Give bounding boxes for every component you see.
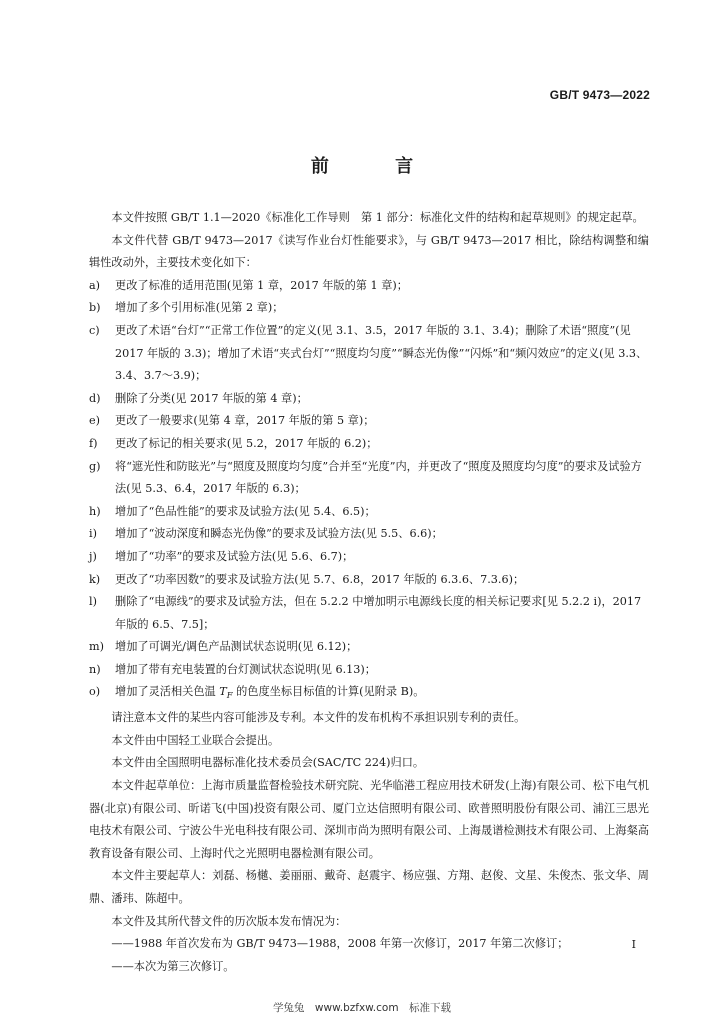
list-marker: e) (89, 414, 100, 428)
list-item-text: 删除了分类(见 2017 年版的第 4 章)； (115, 391, 308, 405)
list-item-text: 更改了标记的相关要求(见 5.2，2017 年版的 6.2)； (115, 436, 378, 450)
list-item-text: 增加了多个引用标准(见第 2 章)； (115, 301, 284, 315)
list-marker: l) (89, 595, 97, 609)
list-item (89, 569, 649, 592)
proposer-paragraph: 本文件由中国轻工业联合会提出。 (111, 733, 280, 747)
list-item-text: 增加了“功率”的要求及试验方法(见 5.6、6.7)； (115, 549, 354, 563)
drafting-units-paragraph: 本文件起草单位：上海市质量监督检验技术研究院、光华临港工程应用技术研发(上海)有限公司、松下电气机器(北京)有限公司、昕诺飞(中国)投资有限公司、厦门立达信照明有限公司、欧普照明股份有限公司、浦江三思光电技术有限公司、宁波公牛光电科技有限公司、深圳市尚为照明有限公司、上海晟谱检测技术有限公司、上海粲高教育设备有限公司、上海时代之光照明电器检测有限公司。 (89, 779, 649, 860)
list-item (89, 275, 649, 298)
history-intro: 本文件及其所代替文件的历次版本发布情况为： (111, 914, 347, 928)
page-title: 前 言 (310, 156, 444, 177)
history-item: ——1988 年首次发布为 GB/T 9473—1988，2008 年第一次修订，2017 年第二次修订； (111, 937, 569, 951)
list-item (89, 659, 649, 682)
list-item (89, 456, 649, 501)
intro-paragraph: 本文件代替 GB/T 9473—2017《读写作业台灯性能要求》，与 GB/T 9473—2017 相比，除结构调整和编辑性改动外，主要技术变化如下： (89, 233, 649, 270)
list-item (89, 681, 649, 707)
list-item (89, 297, 649, 320)
list-item (89, 546, 649, 569)
committee-paragraph: 本文件由全国照明电器标准化技术委员会(SAC/TC 224)归口。 (111, 756, 425, 770)
list-item-text: 更改了术语“台灯”“正常工作位置”的定义(见 3.1、3.5，2017 年版的 3.1、3.4)；删除了术语“照度”(见 2017 年版的 3.3)；增加了术语“夹式台灯”“照度均匀度”“瞬态光伪像”“闪烁”和“频闪效应”的定义(见 3.3、3.4、3.7～3.9)； (115, 323, 648, 383)
list-marker: m) (89, 640, 104, 654)
list-item-text: 更改了“功率因数”的要求及试验方法(见 5.7、6.8，2017 年版的 6.3.6、7.3.6)； (115, 572, 525, 586)
list-marker: c) (89, 323, 100, 337)
list-marker: k) (89, 572, 101, 586)
list-marker: h) (89, 504, 101, 518)
list-item-text: 删除了“电源线”的要求及试验方法，但在 5.2.2 中增加明示电源线长度的相关标记要求[见 5.2.2 i)，2017 年版的 6.5、7.5]； (115, 595, 642, 631)
list-item-text: 将“遮光性和防眩光”与“照度及照度均匀度”合并至“光度”内，并更改了“照度及照度均匀度”的要求及试验方法(见 5.3、6.4，2017 年版的 6.3)； (115, 459, 642, 496)
list-item (89, 410, 649, 433)
changes-list (89, 275, 649, 708)
intro-paragraph: 本文件按照 GB/T 1.1—2020《标准化工作导则 第 1 部分：标准化文件的结构和起草规则》的规定起草。 (111, 211, 644, 224)
list-item-text: 增加了“波动深度和瞬态光伪像”的要求及试验方法(见 5.5、6.6)； (115, 527, 443, 541)
drafters-paragraph: 本文件主要起草人：刘磊、杨樾、姜丽丽、戴奇、赵震宇、杨应强、方翔、赵俊、文星、朱俊杰、张文华、周鼎、潘玮、陈超中。 (89, 869, 649, 906)
list-item-text: 增加了灵活相关色温 $T_F$ 的色度坐标目标值的计算(见附录 B)。 (115, 685, 425, 701)
list-marker: i) (89, 527, 97, 541)
page-number: I (631, 938, 636, 951)
footer-watermark: 学兔兔 www.bzfxw.com 标准下载 (272, 1002, 452, 1014)
list-marker: o) (89, 685, 101, 699)
standard-number: GB/T 9473—2022 (549, 88, 650, 102)
history-item: ——本次为第三次修订。 (111, 959, 235, 973)
list-marker: j) (89, 549, 97, 563)
list-marker: n) (89, 662, 101, 676)
foreword-body (89, 207, 649, 978)
list-item (89, 523, 649, 546)
list-item-text: 更改了一般要求(见第 4 章，2017 年版的第 5 章)； (115, 414, 375, 428)
patent-notice: 请注意本文件的某些内容可能涉及专利。本文件的发布机构不承担识别专利的责任。 (111, 711, 526, 725)
list-item (89, 501, 649, 524)
list-item-text: 增加了带有充电装置的台灯测试状态说明(见 6.13)； (115, 662, 376, 676)
list-item (89, 320, 649, 388)
list-item-text: 更改了标准的适用范围(见第 1 章，2017 年版的第 1 章)； (115, 278, 408, 292)
list-item (89, 591, 649, 636)
list-marker: f) (89, 436, 98, 450)
list-item-text: 增加了可调光/调色产品测试状态说明(见 6.12)； (115, 640, 358, 654)
list-marker: b) (89, 301, 101, 315)
list-item (89, 636, 649, 659)
list-item-text: 增加了“色品性能”的要求及试验方法(见 5.4、6.5)； (115, 504, 376, 518)
list-marker: d) (89, 391, 101, 405)
list-item (89, 433, 649, 456)
list-marker: a) (89, 278, 101, 292)
list-marker: g) (89, 459, 101, 473)
list-item (89, 388, 649, 411)
